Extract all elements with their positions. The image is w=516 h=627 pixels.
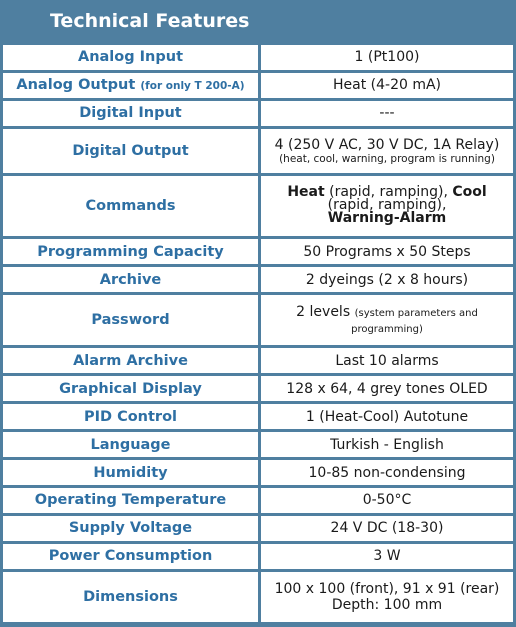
row-value: 3 W xyxy=(261,544,513,569)
table-row xyxy=(3,404,513,429)
table-row xyxy=(3,348,513,373)
row-label: Alarm Archive xyxy=(3,348,261,373)
table-row xyxy=(3,516,513,541)
row-label: Password xyxy=(3,295,261,345)
cmd-cool: Cool xyxy=(452,184,487,201)
table-row xyxy=(3,544,513,569)
page-title: Technical Features xyxy=(50,10,250,32)
table-row xyxy=(3,376,513,401)
table-row xyxy=(3,267,513,292)
cmd-heat: Heat xyxy=(287,184,325,201)
title-bar xyxy=(0,0,516,42)
row-label: PID Control xyxy=(3,404,261,429)
row-label: Supply Voltage xyxy=(3,516,261,541)
table-row xyxy=(3,73,513,98)
row-label: Language xyxy=(3,432,261,457)
row-value: 1 (Pt100) xyxy=(261,45,513,70)
row-value: --- xyxy=(261,101,513,126)
row-label: Archive xyxy=(3,267,261,292)
table-row xyxy=(3,460,513,485)
table-row xyxy=(3,295,513,345)
cmd-cool-text: (rapid, ramping), xyxy=(327,197,447,214)
table-row xyxy=(3,432,513,457)
row-value-cell xyxy=(261,176,513,237)
row-value: 100 x 100 (front), 91 x 91 (rear) Depth: 100 mm xyxy=(261,572,513,622)
row-value: 128 x 64, 4 grey tones OLED xyxy=(261,376,513,401)
table-row xyxy=(3,129,513,173)
row-label: Humidity xyxy=(3,460,261,485)
row-value-cell xyxy=(261,295,513,345)
row-value: 24 V DC (18-30) xyxy=(261,516,513,541)
row-value-cell xyxy=(261,129,513,173)
row-label: Programming Capacity xyxy=(3,239,261,264)
row-value: 2 dyeings (2 x 8 hours) xyxy=(261,267,513,292)
row-label: Analog Output xyxy=(16,77,136,94)
table-row xyxy=(3,572,513,622)
row-value: 1 (Heat-Cool) Autotune xyxy=(261,404,513,429)
row-label: Commands xyxy=(3,176,261,237)
row-label: Digital Input xyxy=(3,101,261,126)
row-label: Power Consumption xyxy=(3,544,261,569)
row-label: Analog Input xyxy=(3,45,261,70)
row-value-note: (system parameters and programming) xyxy=(351,308,478,336)
row-value: Turkish - English xyxy=(261,432,513,457)
table-row xyxy=(3,488,513,513)
row-label-cell xyxy=(3,73,261,98)
row-value: 4 (250 V AC, 30 V DC, 1A Relay) xyxy=(274,136,500,153)
row-label: Operating Temperature xyxy=(3,488,261,513)
row-value-note: (heat, cool, warning, program is running) xyxy=(279,152,495,165)
row-value: 2 levels xyxy=(296,304,351,321)
row-label: Dimensions xyxy=(3,572,261,622)
table-row xyxy=(3,176,513,237)
row-value: 50 Programs x 50 Steps xyxy=(261,239,513,264)
table-row xyxy=(3,101,513,126)
row-value: Heat (4-20 mA) xyxy=(261,73,513,98)
table-row xyxy=(3,45,513,70)
row-label: Graphical Display xyxy=(3,376,261,401)
row-value: 0-50°C xyxy=(261,488,513,513)
row-label: Digital Output xyxy=(3,129,261,173)
cmd-warning: Warning-Alarm xyxy=(327,210,447,227)
cmd-heat-text: (rapid, ramping), xyxy=(324,184,453,201)
features-table xyxy=(3,42,513,625)
row-value: Last 10 alarms xyxy=(261,348,513,373)
table-row xyxy=(3,239,513,264)
row-label-note: (for only T 200-A) xyxy=(140,80,245,93)
row-value: 10-85 non-condensing xyxy=(261,460,513,485)
